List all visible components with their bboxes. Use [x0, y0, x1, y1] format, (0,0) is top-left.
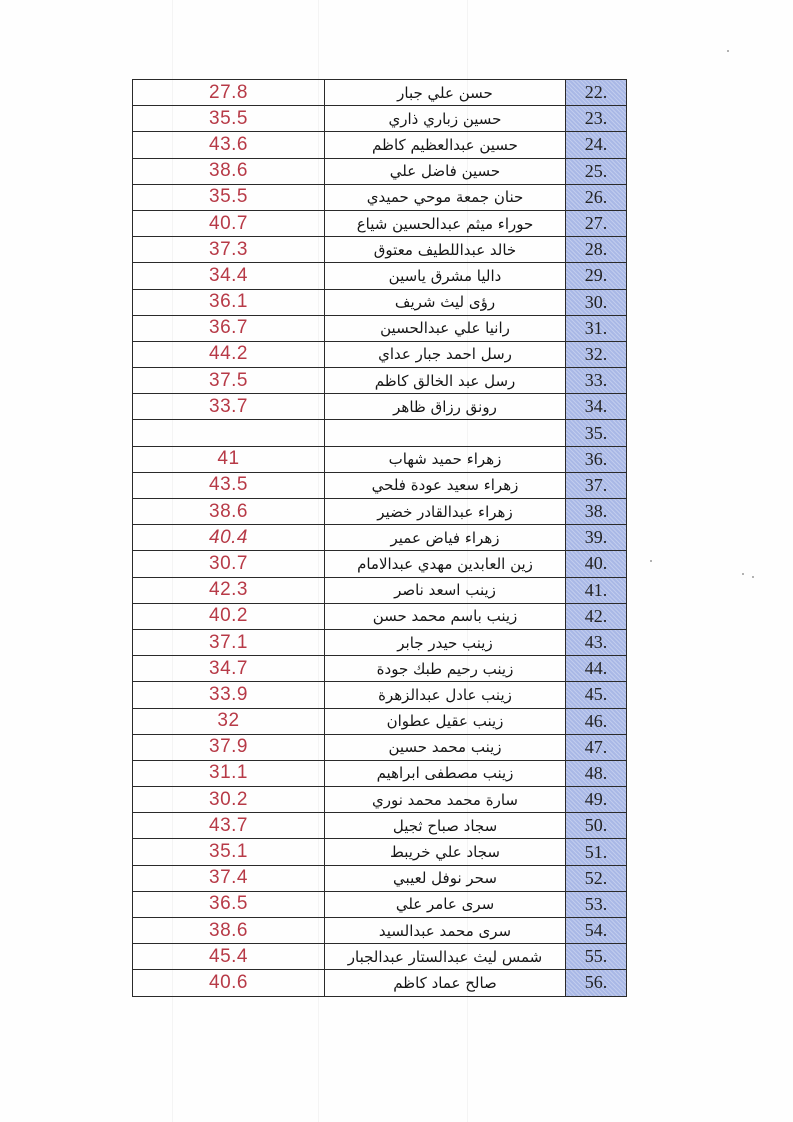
row-number-cell: 27.: [566, 210, 627, 236]
table-row: [133, 420, 627, 446]
grade-cell: 44.2: [133, 341, 325, 367]
student-name-cell: صالح عماد كاظم: [325, 970, 566, 996]
table-row: [133, 813, 627, 839]
student-name-cell: سحر نوفل لعيبي: [325, 865, 566, 891]
student-name-cell: [325, 420, 566, 446]
student-name-cell: زهراء فياض عمير: [325, 525, 566, 551]
student-name-cell: سرى محمد عبدالسيد: [325, 918, 566, 944]
student-name-cell: سجاد علي خريبط: [325, 839, 566, 865]
grade-cell: 33.9: [133, 682, 325, 708]
student-name-cell: حسين زباري ذاري: [325, 106, 566, 132]
grades-table: [132, 79, 627, 997]
grade-cell: 40.7: [133, 210, 325, 236]
student-name-cell: حسن علي جبار: [325, 80, 566, 106]
grade-cell: 43.5: [133, 472, 325, 498]
row-number-cell: 31.: [566, 315, 627, 341]
grade-cell: 37.1: [133, 629, 325, 655]
row-number-cell: 37.: [566, 472, 627, 498]
row-number-cell: 25.: [566, 158, 627, 184]
row-number-cell: 40.: [566, 551, 627, 577]
student-name-cell: حسين عبدالعظيم كاظم: [325, 132, 566, 158]
row-number-cell: 51.: [566, 839, 627, 865]
student-name-cell: حوراء ميثم عبدالحسين شياع: [325, 210, 566, 236]
student-name-cell: رانيا علي عبدالحسين: [325, 315, 566, 341]
student-name-cell: داليا مشرق ياسين: [325, 263, 566, 289]
table-row: [133, 158, 627, 184]
scan-speck: [752, 576, 754, 578]
student-name-cell: زينب باسم محمد حسن: [325, 603, 566, 629]
student-name-cell: حسين فاضل علي: [325, 158, 566, 184]
table-row: [133, 341, 627, 367]
table-row: [133, 472, 627, 498]
grades-table-body: [133, 80, 627, 997]
row-number-cell: 43.: [566, 629, 627, 655]
student-name-cell: زينب اسعد ناصر: [325, 577, 566, 603]
student-name-cell: زينب عقيل عطوان: [325, 708, 566, 734]
row-number-cell: 49.: [566, 787, 627, 813]
row-number-cell: 56.: [566, 970, 627, 996]
table-row: [133, 551, 627, 577]
student-name-cell: زين العابدين مهدي عبدالامام: [325, 551, 566, 577]
grade-cell: 33.7: [133, 394, 325, 420]
grade-cell: 34.4: [133, 263, 325, 289]
grade-cell: 35.1: [133, 839, 325, 865]
grade-cell: 27.8: [133, 80, 325, 106]
grade-cell: 37.3: [133, 237, 325, 263]
row-number-cell: 50.: [566, 813, 627, 839]
student-name-cell: زينب مصطفى ابراهيم: [325, 760, 566, 786]
student-name-cell: زهراء عبدالقادر خضير: [325, 499, 566, 525]
table-row: [133, 970, 627, 996]
table-row: [133, 629, 627, 655]
grade-cell: 38.6: [133, 158, 325, 184]
table-row: [133, 368, 627, 394]
row-number-cell: 38.: [566, 499, 627, 525]
table-row: [133, 865, 627, 891]
row-number-cell: 30.: [566, 289, 627, 315]
table-row: [133, 708, 627, 734]
table-row: [133, 891, 627, 917]
grade-cell: 37.9: [133, 734, 325, 760]
student-name-cell: خالد عبداللطيف معتوق: [325, 237, 566, 263]
table-row: [133, 577, 627, 603]
table-row: [133, 184, 627, 210]
table-row: [133, 499, 627, 525]
table-row: [133, 682, 627, 708]
scan-speck: [742, 573, 744, 575]
grade-cell: 40.4: [133, 525, 325, 551]
student-name-cell: رونق رزاق ظاهر: [325, 394, 566, 420]
table-row: [133, 944, 627, 970]
row-number-cell: 24.: [566, 132, 627, 158]
table-row: [133, 132, 627, 158]
row-number-cell: 34.: [566, 394, 627, 420]
table-row: [133, 525, 627, 551]
row-number-cell: 41.: [566, 577, 627, 603]
student-name-cell: سجاد صباح ثجيل: [325, 813, 566, 839]
row-number-cell: 22.: [566, 80, 627, 106]
grade-cell: 40.2: [133, 603, 325, 629]
row-number-cell: 54.: [566, 918, 627, 944]
student-name-cell: زهراء سعيد عودة فلحي: [325, 472, 566, 498]
grade-cell: 35.5: [133, 106, 325, 132]
grade-cell: 40.6: [133, 970, 325, 996]
row-number-cell: 55.: [566, 944, 627, 970]
row-number-cell: 29.: [566, 263, 627, 289]
grade-cell: 42.3: [133, 577, 325, 603]
row-number-cell: 42.: [566, 603, 627, 629]
grade-cell: 36.1: [133, 289, 325, 315]
grade-cell: 37.5: [133, 368, 325, 394]
row-number-cell: 52.: [566, 865, 627, 891]
grade-cell: 30.2: [133, 787, 325, 813]
table-row: [133, 80, 627, 106]
row-number-cell: 44.: [566, 656, 627, 682]
row-number-cell: 26.: [566, 184, 627, 210]
grade-cell: 38.6: [133, 918, 325, 944]
row-number-cell: 39.: [566, 525, 627, 551]
row-number-cell: 45.: [566, 682, 627, 708]
grade-cell: 38.6: [133, 499, 325, 525]
table-row: [133, 106, 627, 132]
grade-cell: 43.7: [133, 813, 325, 839]
grade-cell: 36.5: [133, 891, 325, 917]
student-name-cell: شمس ليث عبدالستار عبدالجبار: [325, 944, 566, 970]
row-number-cell: 53.: [566, 891, 627, 917]
table-row: [133, 734, 627, 760]
row-number-cell: 32.: [566, 341, 627, 367]
table-row: [133, 918, 627, 944]
grade-cell: [133, 420, 325, 446]
row-number-cell: 48.: [566, 760, 627, 786]
student-name-cell: سرى عامر علي: [325, 891, 566, 917]
row-number-cell: 28.: [566, 237, 627, 263]
row-number-cell: 46.: [566, 708, 627, 734]
student-name-cell: زهراء حميد شهاب: [325, 446, 566, 472]
grade-cell: 30.7: [133, 551, 325, 577]
student-name-cell: زينب رحيم طبك جودة: [325, 656, 566, 682]
grade-cell: 41: [133, 446, 325, 472]
grade-cell: 35.5: [133, 184, 325, 210]
table-row: [133, 446, 627, 472]
student-name-cell: زينب حيدر جابر: [325, 629, 566, 655]
row-number-cell: 47.: [566, 734, 627, 760]
student-name-cell: رؤى ليث شريف: [325, 289, 566, 315]
grade-cell: 36.7: [133, 315, 325, 341]
row-number-cell: 23.: [566, 106, 627, 132]
row-number-cell: 35.: [566, 420, 627, 446]
student-name-cell: رسل احمد جبار عداي: [325, 341, 566, 367]
grade-cell: 32: [133, 708, 325, 734]
table-row: [133, 315, 627, 341]
student-name-cell: سارة محمد محمد نوري: [325, 787, 566, 813]
scan-speck: [650, 560, 652, 562]
grade-cell: 43.6: [133, 132, 325, 158]
row-number-cell: 36.: [566, 446, 627, 472]
table-row: [133, 394, 627, 420]
student-name-cell: حنان جمعة موحي حميدي: [325, 184, 566, 210]
row-number-cell: 33.: [566, 368, 627, 394]
table-row: [133, 656, 627, 682]
student-name-cell: زينب عادل عبدالزهرة: [325, 682, 566, 708]
student-name-cell: زينب محمد حسين: [325, 734, 566, 760]
table-row: [133, 603, 627, 629]
table-row: [133, 263, 627, 289]
grade-cell: 34.7: [133, 656, 325, 682]
table-row: [133, 839, 627, 865]
table-row: [133, 760, 627, 786]
table-row: [133, 787, 627, 813]
grade-cell: 31.1: [133, 760, 325, 786]
grade-cell: 37.4: [133, 865, 325, 891]
table-row: [133, 289, 627, 315]
scan-speck: [727, 50, 729, 52]
table-row: [133, 237, 627, 263]
student-name-cell: رسل عبد الخالق كاظم: [325, 368, 566, 394]
grade-cell: 45.4: [133, 944, 325, 970]
table-row: [133, 210, 627, 236]
